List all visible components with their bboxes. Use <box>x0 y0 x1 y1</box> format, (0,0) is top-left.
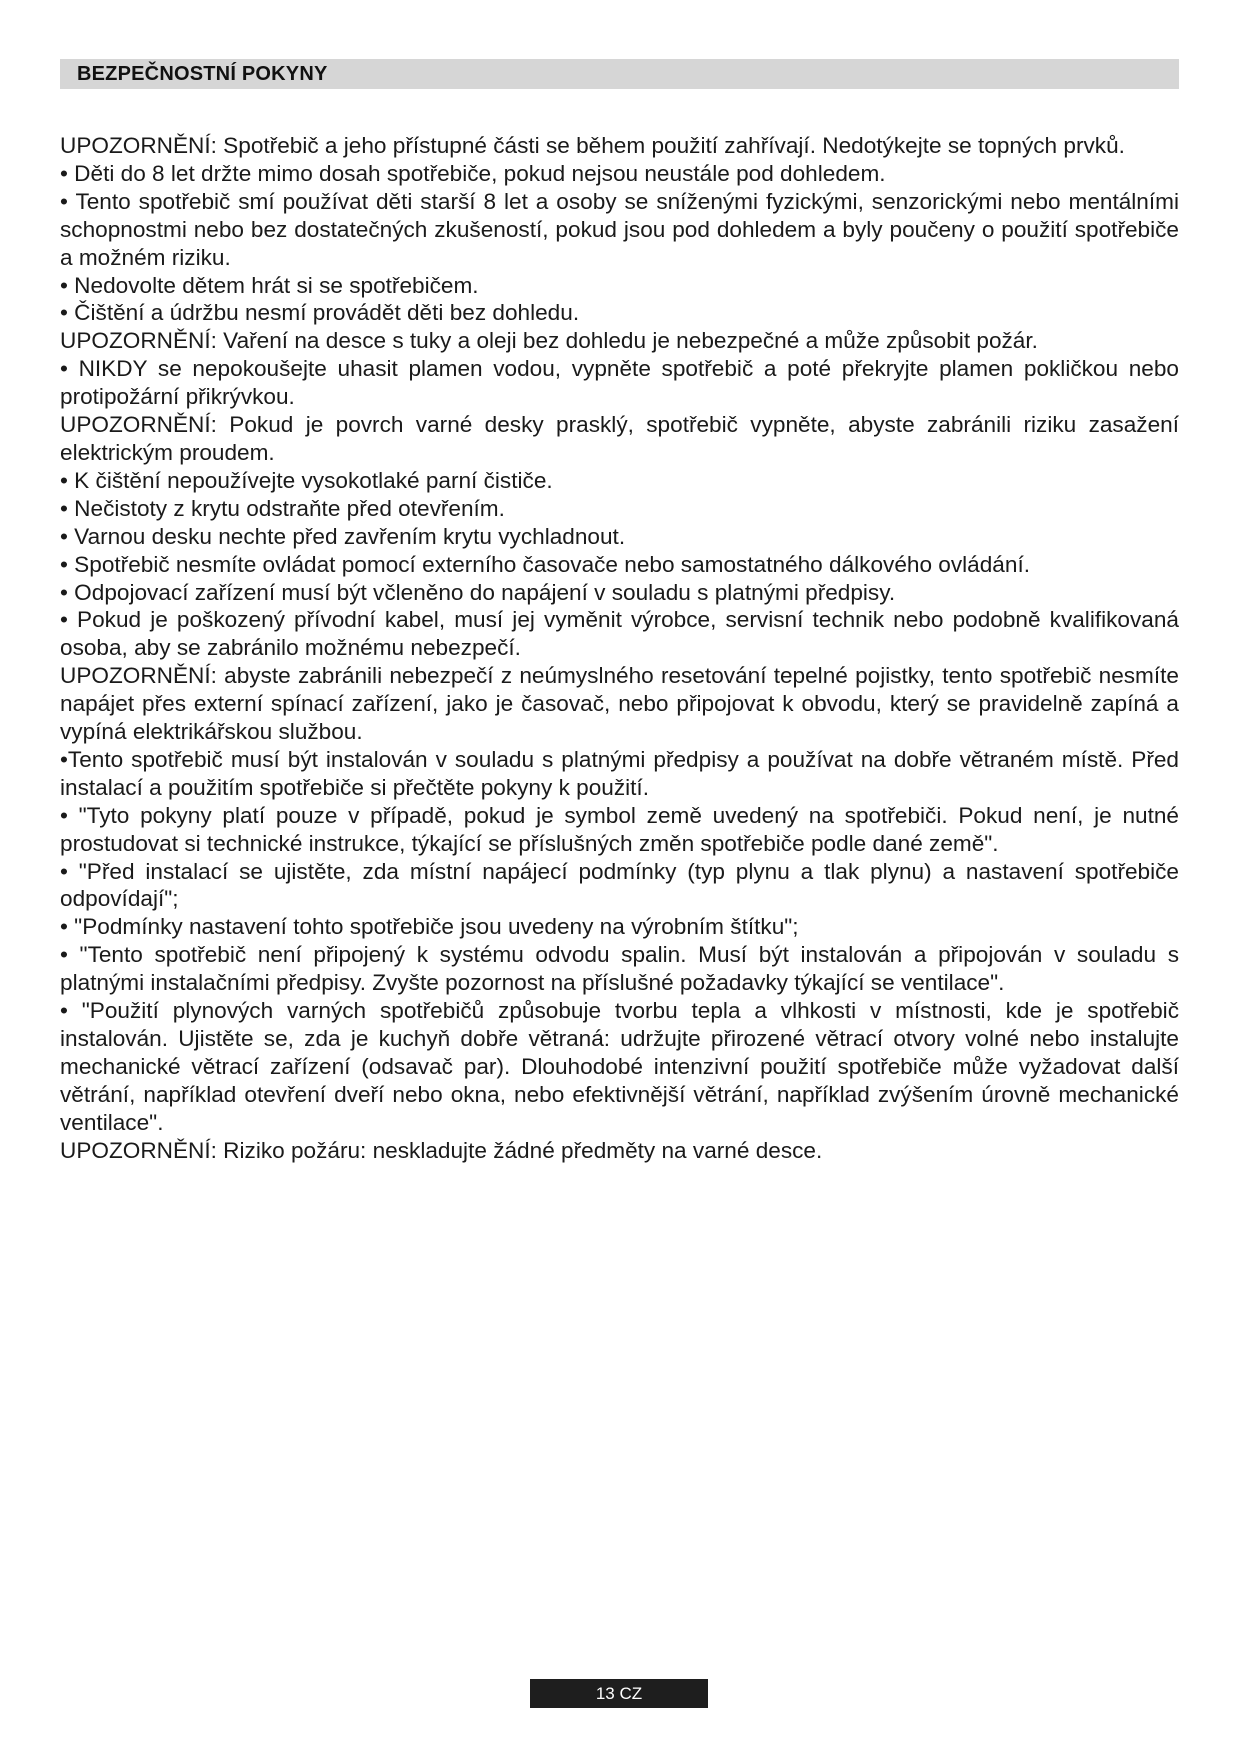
paragraph: • Spotřebič nesmíte ovládat pomocí externího časovače nebo samostatného dálkového ovládání. <box>60 551 1030 577</box>
paragraph: • Tento spotřebič smí používat děti starší 8 let a osoby se sníženými fyzickými, senzorickými nebo mentálními schopnostmi nebo bez dostatečných zkušeností, pokud jsou pod dohledem a byly poučeny o použití spotřebiče a možném riziku. <box>60 188 1179 270</box>
paragraph: • Odpojovací zařízení musí být včleněno do napájení v souladu s platnými předpisy. <box>60 579 896 605</box>
paragraph: • Varnou desku nechte před zavřením krytu vychladnout. <box>60 523 626 549</box>
paragraph: • "Tyto pokyny platí pouze v případě, pokud je symbol země uvedený na spotřebiči. Pokud není, je nutné prostudovat si technické instrukce, týkající se příslušných změn spotřebiče podle dané země". <box>60 802 1179 856</box>
section-header <box>60 59 1179 89</box>
paragraph: •Tento spotřebič musí být instalován v souladu s platnými předpisy a používat na dobře větraném místě. Před instalací a použitím spotřebiče si přečtěte pokyny k použití. <box>60 746 1179 800</box>
paragraph: UPOZORNĚNÍ: Vaření na desce s tuky a oleji bez dohledu je nebezpečné a může způsobit požár. <box>60 328 1038 354</box>
paragraph: • Čištění a údržbu nesmí provádět děti bez dohledu. <box>60 300 580 326</box>
paragraph: • Nedovolte dětem hrát si se spotřebičem. <box>60 272 479 298</box>
paragraph: • K čištění nepoužívejte vysokotlaké parní čističe. <box>60 467 553 493</box>
paragraph: UPOZORNĚNÍ: Pokud je povrch varné desky prasklý, spotřebič vypněte, abyste zabránili riziku zasažení elektrickým proudem. <box>60 412 1179 465</box>
safety-instructions-body <box>60 132 1179 1165</box>
paragraph: • Pokud je poškozený přívodní kabel, musí jej vyměnit výrobce, servisní technik nebo podobně kvalifikovaná osoba, aby se zabránilo možnému nebezpečí. <box>60 607 1179 661</box>
paragraph: • Nečistoty z krytu odstraňte před otevřením. <box>60 495 505 521</box>
page-number-label: 13 CZ <box>595 1683 643 1703</box>
paragraph: UPOZORNĚNÍ: Riziko požáru: neskladujte žádné předměty na varné desce. <box>60 1137 823 1163</box>
paragraph: • "Tento spotřebič není připojený k systému odvodu spalin. Musí být instalován a připojován v souladu s platnými instalačními předpisy. Zvyšte pozornost na příslušné požadavky týkající se ventilace". <box>60 942 1179 996</box>
paragraph: UPOZORNĚNÍ: Spotřebič a jeho přístupné části se během použití zahřívají. Nedotýkejte se topných prvků. <box>60 133 1125 158</box>
paragraph: • Děti do 8 let držte mimo dosah spotřebiče, pokud nejsou neustále pod dohledem. <box>60 160 886 186</box>
section-title: BEZPEČNOSTNÍ POKYNY <box>77 62 328 85</box>
paragraph: • "Podmínky nastavení tohto spotřebiče jsou uvedeny na výrobním štítku"; <box>60 914 799 940</box>
paragraph: • "Před instalací se ujistěte, zda místní napájecí podmínky (typ plynu a tlak plynu) a nastavení spotřebiče odpovídají"; <box>60 858 1179 912</box>
paragraph: • NIKDY se nepokoušejte uhasit plamen vodou, vypněte spotřebič a poté překryjte plamen pokličkou nebo protipožární přikrývkou. <box>60 356 1179 410</box>
paragraph: • "Použití plynových varných spotřebičů způsobuje tvorbu tepla a vlhkosti v místnosti, kde je spotřebič instalován. Ujistěte se, zda je kuchyň dobře větraná: udržujte přirozené větrací otvory volné nebo instalujte mechanické větrací zařízení (odsavač par). Dlouhodobé intenzivní použití spotřebiče může vyžadovat další větrání, například otevření dveří nebo okna, nebo efektivnější větrání, například zvýšením úrovně mechanické ventilace". <box>60 998 1179 1135</box>
paragraph: UPOZORNĚNÍ: abyste zabránili nebezpečí z neúmyslného resetování tepelné pojistky, tento spotřebič nesmíte napájet přes externí spínací zařízení, jako je časovač, nebo připojovat k obvodu, který se pravidelně zapíná a vypíná elektrikářskou službou. <box>60 663 1179 745</box>
page-number <box>530 1679 708 1708</box>
